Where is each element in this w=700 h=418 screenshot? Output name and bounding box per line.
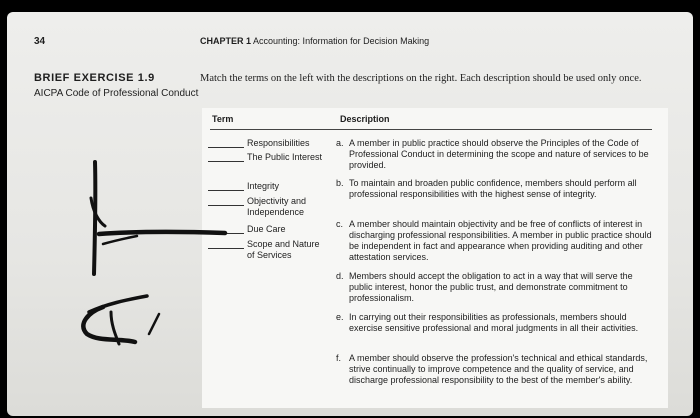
description-text: To maintain and broaden public confidence, members should perform all professional responsibilities with the highest sense of integrity. — [349, 178, 637, 199]
description-text: A member in public practice should observe the Principles of the Code of Professional Conduct in determining the scope and nature of services to be provided. — [349, 138, 649, 170]
description-letter: a. — [336, 138, 344, 148]
page-number: 34 — [34, 36, 46, 47]
term-label: The Public Interest — [247, 152, 323, 162]
description-letter: d. — [336, 271, 344, 281]
term-label: Responsibilities — [247, 138, 310, 148]
description-header: Description — [340, 114, 390, 124]
description-text: Members should accept the obligation to act in a way that will serve the public interest, honor the public trust, and demonstrate commitment to professionalism. — [349, 271, 633, 303]
description-letter: c. — [336, 219, 344, 229]
exercise-title: BRIEF EXERCISE 1.9 — [34, 72, 155, 84]
term-label: Scope and Nature of Services — [247, 239, 320, 260]
exercise-instructions: Match the terms on the left with the descriptions on the right. Each description should be used only once. — [200, 73, 642, 84]
description-letter: f. — [336, 353, 342, 363]
description-text: In carrying out their responsibilities as professionals, members should exercise sensitive professional and moral judgments in all their activities. — [349, 312, 639, 333]
description-text: A member should observe the profession's technical and ethical standards, strive continually to improve competence and the quality of service, and discharge professional responsibility to the best of the member's ability. — [349, 353, 648, 385]
textbook-page — [7, 12, 693, 416]
description-text: A member should maintain objectivity and be free of conflicts of interest in discharging professional responsibilities. A member in public practice should be independent in fact and appearance when providing auditing and other attestation services. — [349, 219, 652, 262]
term-label: Due Care — [247, 224, 286, 234]
description-letter: e. — [336, 312, 344, 322]
description-letter: b. — [336, 178, 344, 188]
exercise-subtitle: AICPA Code of Professional Conduct — [34, 88, 199, 99]
term-label: Integrity — [247, 181, 280, 191]
ink-scribble-bottom — [83, 296, 159, 344]
handwritten-marks — [7, 12, 693, 416]
chapter-label: CHAPTER 1 — [200, 36, 252, 46]
term-label: Objectivity and Independence — [247, 196, 307, 217]
chapter-title: Accounting: Information for Decision Making — [253, 36, 430, 46]
ink-scribble-top — [91, 162, 225, 274]
term-header: Term — [212, 114, 234, 124]
